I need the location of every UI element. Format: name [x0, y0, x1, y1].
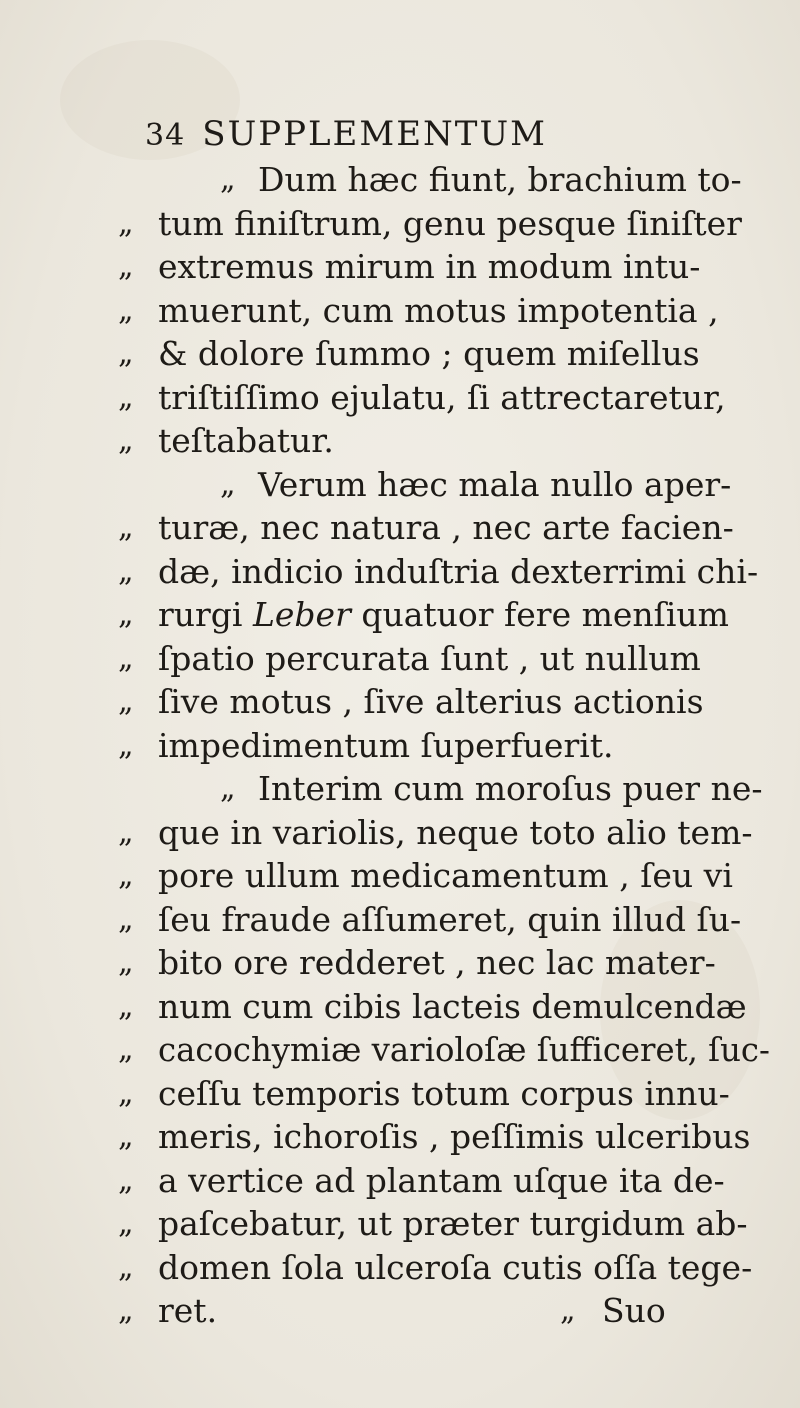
quotation-mark: „ [118, 336, 134, 371]
quotation-mark: „ [220, 466, 236, 502]
quotation-mark: „ [118, 901, 134, 937]
text-line [0, 332, 800, 376]
line-text: teſtabatur. [158, 421, 334, 460]
quotation-mark: „ [118, 553, 134, 589]
text-line [0, 419, 800, 463]
text-line [0, 1028, 800, 1072]
line-text: tum finiſtrum, genu pesque ſiniſter [158, 203, 742, 243]
quotation-mark: „ [118, 379, 134, 415]
text-line [0, 593, 800, 637]
catchword: Suo [602, 1291, 666, 1330]
line-text: Dum hæc fiunt, brachium to- [258, 160, 742, 199]
quotation-mark: „ [118, 1249, 134, 1285]
quotation-mark: „ [118, 1119, 134, 1154]
text-line [0, 724, 800, 768]
quotation-mark: „ [118, 1293, 134, 1328]
text-line [0, 1246, 800, 1290]
quotation-mark: „ [118, 249, 134, 284]
catchword-mark: „ [560, 1293, 576, 1328]
line-text: cacochymiæ varioloſæ ſufficeret, ſuc- [158, 1030, 770, 1069]
line-text: paſcebatur, ut præter turgidum ab- [158, 1204, 748, 1243]
line-text: a vertice ad plantam uſque ita de- [158, 1160, 725, 1200]
text-line [0, 1072, 800, 1116]
text-line [0, 680, 800, 724]
text-line [0, 1289, 800, 1333]
line-text: Interim cum moroſus puer ne- [258, 769, 763, 808]
text-line [0, 985, 800, 1029]
line-text: domen ſola ulceroſa cutis oſſa tege- [158, 1247, 753, 1287]
quotation-mark: „ [118, 205, 134, 241]
italic-name: Leber [252, 595, 351, 634]
quotation-mark: „ [118, 1162, 134, 1198]
line-text: dæ, indicio induſtria dexterrimi chi- [158, 551, 759, 591]
line-text: ſive motus , ſive alterius actionis [158, 682, 704, 721]
line-text: rurgi Leber quatuor fere menſium [158, 595, 729, 634]
text-line [0, 637, 800, 681]
line-text: que in variolis, neque toto alio tem- [158, 812, 753, 852]
line-text: triſtiſſimo ejulatu, ſi attrectaretur, [158, 377, 726, 417]
text-line [0, 941, 800, 985]
quotation-mark: „ [118, 684, 134, 719]
line-text: num cum cibis lacteis demulcendæ [158, 986, 747, 1026]
text-line [0, 1115, 800, 1159]
line-text: Verum hæc mala nullo aper- [258, 464, 732, 504]
text-line [0, 767, 800, 811]
quotation-mark: „ [118, 858, 134, 893]
line-text: turæ, nec natura , nec arte facien- [158, 508, 734, 547]
text-line [0, 1159, 800, 1203]
text-line [0, 898, 800, 942]
line-text: impedimentum ſuperfuerit. [158, 725, 614, 765]
line-text: ſeu fraude aſſumeret, quin illud ſu- [158, 899, 742, 939]
text-line [0, 1202, 800, 1246]
text-line [0, 376, 800, 420]
line-text: pore ullum medicamentum , ſeu vi [158, 856, 733, 895]
line-text: ſpatio percurata ſunt , ut nullum [158, 638, 701, 678]
text-line [0, 854, 800, 898]
quotation-mark: „ [118, 597, 134, 632]
line-text: extremus mirum in modum intu- [158, 247, 701, 286]
running-head: SUPPLEMENTUM [202, 114, 547, 154]
quotation-mark: „ [118, 292, 134, 328]
quotation-mark: „ [118, 1075, 134, 1111]
quotation-mark: „ [220, 771, 236, 806]
line-text: muerunt, cum motus impotentia , [158, 290, 719, 330]
quotation-mark: „ [118, 510, 134, 545]
quotation-mark: „ [220, 162, 236, 197]
text-line [0, 811, 800, 855]
page-number: 34 [145, 118, 186, 153]
quotation-mark: „ [118, 727, 134, 763]
quotation-mark: „ [118, 945, 134, 980]
line-text: bito ore redderet , nec lac mater- [158, 943, 716, 982]
quotation-mark: „ [118, 423, 134, 458]
text-line [0, 202, 800, 246]
text-line [0, 550, 800, 594]
quotation-mark: „ [118, 1032, 134, 1067]
quotation-mark: „ [118, 988, 134, 1024]
line-text: & dolore ſummo ; quem miſellus [158, 334, 700, 373]
text-line [0, 463, 800, 507]
line-text: meris, ichoroſis , peſſimis ulceribus [158, 1117, 751, 1156]
page-header [145, 112, 547, 156]
text-line [0, 158, 800, 202]
quotation-mark: „ [118, 1206, 134, 1241]
text-line [0, 289, 800, 333]
body-text [0, 158, 800, 1333]
line-text: ret. [158, 1291, 218, 1330]
quotation-mark: „ [118, 640, 134, 676]
quotation-mark: „ [118, 814, 134, 850]
line-text: ceſſu temporis totum corpus innu- [158, 1073, 730, 1113]
text-line [0, 506, 800, 550]
text-line [0, 245, 800, 289]
